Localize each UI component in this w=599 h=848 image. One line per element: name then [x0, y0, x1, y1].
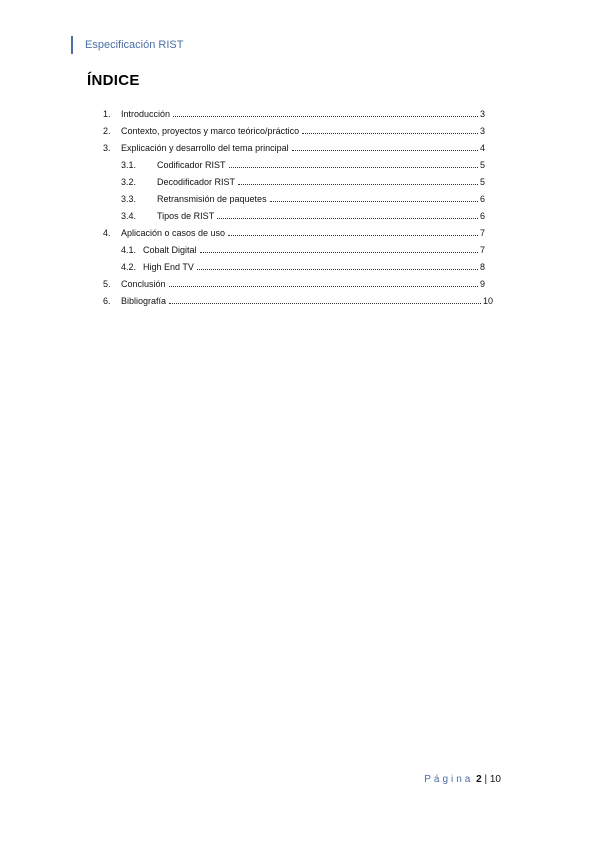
- footer-page-label: Página: [424, 774, 474, 785]
- footer-total-pages: 10: [489, 774, 501, 785]
- toc-entry-number: 2.: [103, 126, 111, 136]
- toc-entry-page: 10: [482, 296, 493, 306]
- toc-entry-number: 3.4.: [121, 211, 137, 221]
- index-title: ÍNDICE: [87, 72, 140, 89]
- toc-subentry[interactable]: [121, 206, 485, 222]
- toc-entry-number: 3.3.: [121, 194, 137, 204]
- header-title: Especificación RIST: [85, 39, 184, 51]
- toc-entry[interactable]: [103, 291, 493, 307]
- footer-separator: |: [484, 774, 488, 785]
- toc-entry[interactable]: [103, 121, 485, 137]
- toc-entry-page: 6: [479, 194, 485, 204]
- toc-entry-label: Explicación y desarrollo del tema principal: [121, 143, 289, 153]
- toc-entry-label: Decodificador RIST: [157, 177, 236, 187]
- toc-entry-number: 4.1.: [121, 245, 137, 255]
- toc-subentry[interactable]: [121, 189, 485, 205]
- page-footer: [424, 774, 501, 785]
- toc-entry-page: 7: [479, 245, 485, 255]
- toc-entry-page: 8: [479, 262, 485, 272]
- toc-entry-page: 7: [479, 228, 485, 238]
- toc-leader: [169, 302, 481, 304]
- toc-subentry[interactable]: [121, 257, 485, 273]
- toc-entry-label: Contexto, proyectos y marco teórico/práctico: [121, 126, 300, 136]
- toc-entry-number: 4.2.: [121, 262, 137, 272]
- toc-entry[interactable]: [103, 138, 485, 154]
- toc-entry-page: 5: [479, 177, 485, 187]
- toc-entry-number: 3.2.: [121, 177, 137, 187]
- toc-entry-number: 1.: [103, 109, 111, 119]
- footer-current-page: 2: [476, 774, 482, 785]
- toc-leader: [238, 183, 478, 185]
- toc-leader: [228, 234, 478, 236]
- toc-entry[interactable]: [103, 223, 485, 239]
- toc-entry-label: Bibliografía: [121, 296, 167, 306]
- running-header: [71, 36, 183, 54]
- toc-entry-label: High End TV: [143, 262, 194, 272]
- toc-entry-number: 4.: [103, 228, 111, 238]
- toc-entry[interactable]: [103, 104, 485, 120]
- toc-leader: [270, 200, 478, 202]
- toc-entry-number: 3.: [103, 143, 111, 153]
- toc-entry-number: 5.: [103, 279, 111, 289]
- toc-leader: [292, 149, 478, 151]
- toc-entry-number: 3.1.: [121, 160, 137, 170]
- toc-entry-label: Tipos de RIST: [157, 211, 215, 221]
- toc-entry-label: Retransmisión de paquetes: [157, 194, 267, 204]
- toc-entry-page: 3: [479, 126, 485, 136]
- toc-leader: [197, 268, 478, 270]
- toc-subentry[interactable]: [121, 240, 485, 256]
- toc-entry-page: 3: [479, 109, 485, 119]
- toc-entry-page: 6: [479, 211, 485, 221]
- toc-entry-label: Codificador RIST: [157, 160, 226, 170]
- toc-entry[interactable]: [103, 274, 485, 290]
- toc-entry-number: 6.: [103, 296, 111, 306]
- toc-subentry[interactable]: [121, 172, 485, 188]
- toc-leader: [229, 166, 478, 168]
- toc-entry-label: Aplicación o casos de uso: [121, 228, 226, 238]
- toc-subentry[interactable]: [121, 155, 485, 171]
- toc-entry-page: 5: [479, 160, 485, 170]
- toc-entry-page: 4: [479, 143, 485, 153]
- toc-entry-label: Introducción: [121, 109, 171, 119]
- toc-leader: [302, 132, 478, 134]
- toc-entry-label: Cobalt Digital: [143, 245, 197, 255]
- toc-leader: [200, 251, 478, 253]
- toc-leader: [173, 115, 478, 117]
- toc-leader: [169, 285, 478, 287]
- toc-leader: [217, 217, 478, 219]
- toc-entry-label: Conclusión: [121, 279, 166, 289]
- toc-entry-page: 9: [479, 279, 485, 289]
